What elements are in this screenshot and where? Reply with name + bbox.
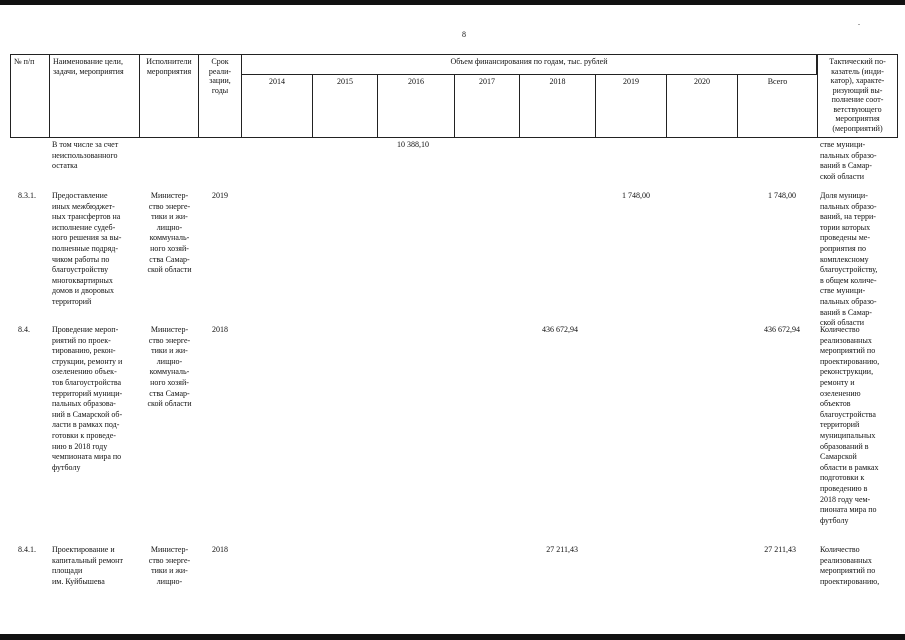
header-executor: Исполнители мероприятия [139, 54, 199, 138]
header-year-2015: 2015 [312, 74, 378, 138]
top-border [0, 0, 905, 5]
header-year-2016: 2016 [377, 74, 455, 138]
row-3-name: Проектирование и капитальный ремонт площади им. Куйбышева [52, 545, 123, 586]
header-funding: Объем финансирования по годам, тыс. рублей [241, 54, 817, 75]
row-3-total: 27 211,43 [764, 545, 796, 554]
row-1-term: 2019 [212, 191, 228, 200]
row-3-term: 2018 [212, 545, 228, 554]
row-1-total: 1 748,00 [768, 191, 796, 200]
row-3-2018: 27 211,43 [546, 545, 578, 554]
header-year-2017: 2017 [454, 74, 520, 138]
row-2-indicator: Количество реализованных мероприятий по проектированию, реконструкции, ремонту и озеленению объектов благоустройства территорий муниципальных образований в Самарской области в рамках подготовки к проведению в 2018 году чем- пионата мира по футболу [820, 325, 880, 525]
row-2-num: 8.4. [18, 325, 30, 334]
row-1-2019: 1 748,00 [622, 191, 650, 200]
header-name: Наименование цели, задачи, мероприятия [49, 54, 140, 138]
header-year-2020: 2020 [666, 74, 738, 138]
row-1-executor: Министер- ство энерге- тики и жи- лищно- коммуналь- ного хозяй- ства Самар- ской области [147, 191, 192, 275]
header-total: Всего [737, 74, 818, 138]
row-0-indicator: стве муници- пальных образо- ваний в Самар- ской области [820, 140, 877, 181]
row-3-indicator: Количество реализованных мероприятий по проектированию, [820, 545, 880, 586]
row-1-indicator: Доля муници- пальных образо- ваний, на терри- тории которых проведены ме- роприятия по комплексному благоустройству, в общем количе- стве муници- пальных образо- ваний в Самар- ской области [820, 191, 878, 328]
row-2-2018: 436 672,94 [542, 325, 578, 334]
row-2-total: 436 672,94 [764, 325, 800, 334]
row-0-2016: 10 388,10 [397, 140, 429, 149]
header-year-2019: 2019 [595, 74, 667, 138]
header-indicator: Тактический по- казатель (инди- катор), характе- ризующий вы- полнение соот- ветствующего мероприятия (мероприятий) [817, 54, 898, 138]
header-num: № п/п [10, 54, 50, 138]
row-1-name: Предоставление иных межбюджет- ных трансфертов на исполнение судеб- ного решения за вы- полненные подряд- чиком работы по благоустройству многоквартирных домов и дворовых территорий [52, 191, 122, 306]
row-3-executor: Министер- ство энерге- тики и жи- лищно- [148, 545, 191, 586]
row-1-num: 8.3.1. [18, 191, 36, 200]
page-number: 8 [462, 30, 466, 39]
header-term: Срок реали- зации, годы [198, 54, 242, 138]
bottom-border [0, 634, 905, 640]
row-0-name: В том числе за счет неиспользованного остатка [52, 140, 119, 171]
row-2-executor: Министер- ство энерге- тики и жи- лищно- коммуналь- ного хозяй- ства Самар- ской области [147, 325, 192, 409]
row-2-name: Проведение мероп- риятий по проек- тированию, рекон- струкции, ремонту и озеленению объек- тов благоустройства территорий муници- пальных образова- ний в Самарской об- ласти в рамках под- готовки к проведе- нию в 2018 году чемпионата мира по футболу [52, 325, 123, 472]
header-year-2014: 2014 [241, 74, 313, 138]
row-3-num: 8.4.1. [18, 545, 36, 554]
scan-dot: . [858, 18, 860, 27]
row-2-term: 2018 [212, 325, 228, 334]
header-year-2018: 2018 [519, 74, 596, 138]
